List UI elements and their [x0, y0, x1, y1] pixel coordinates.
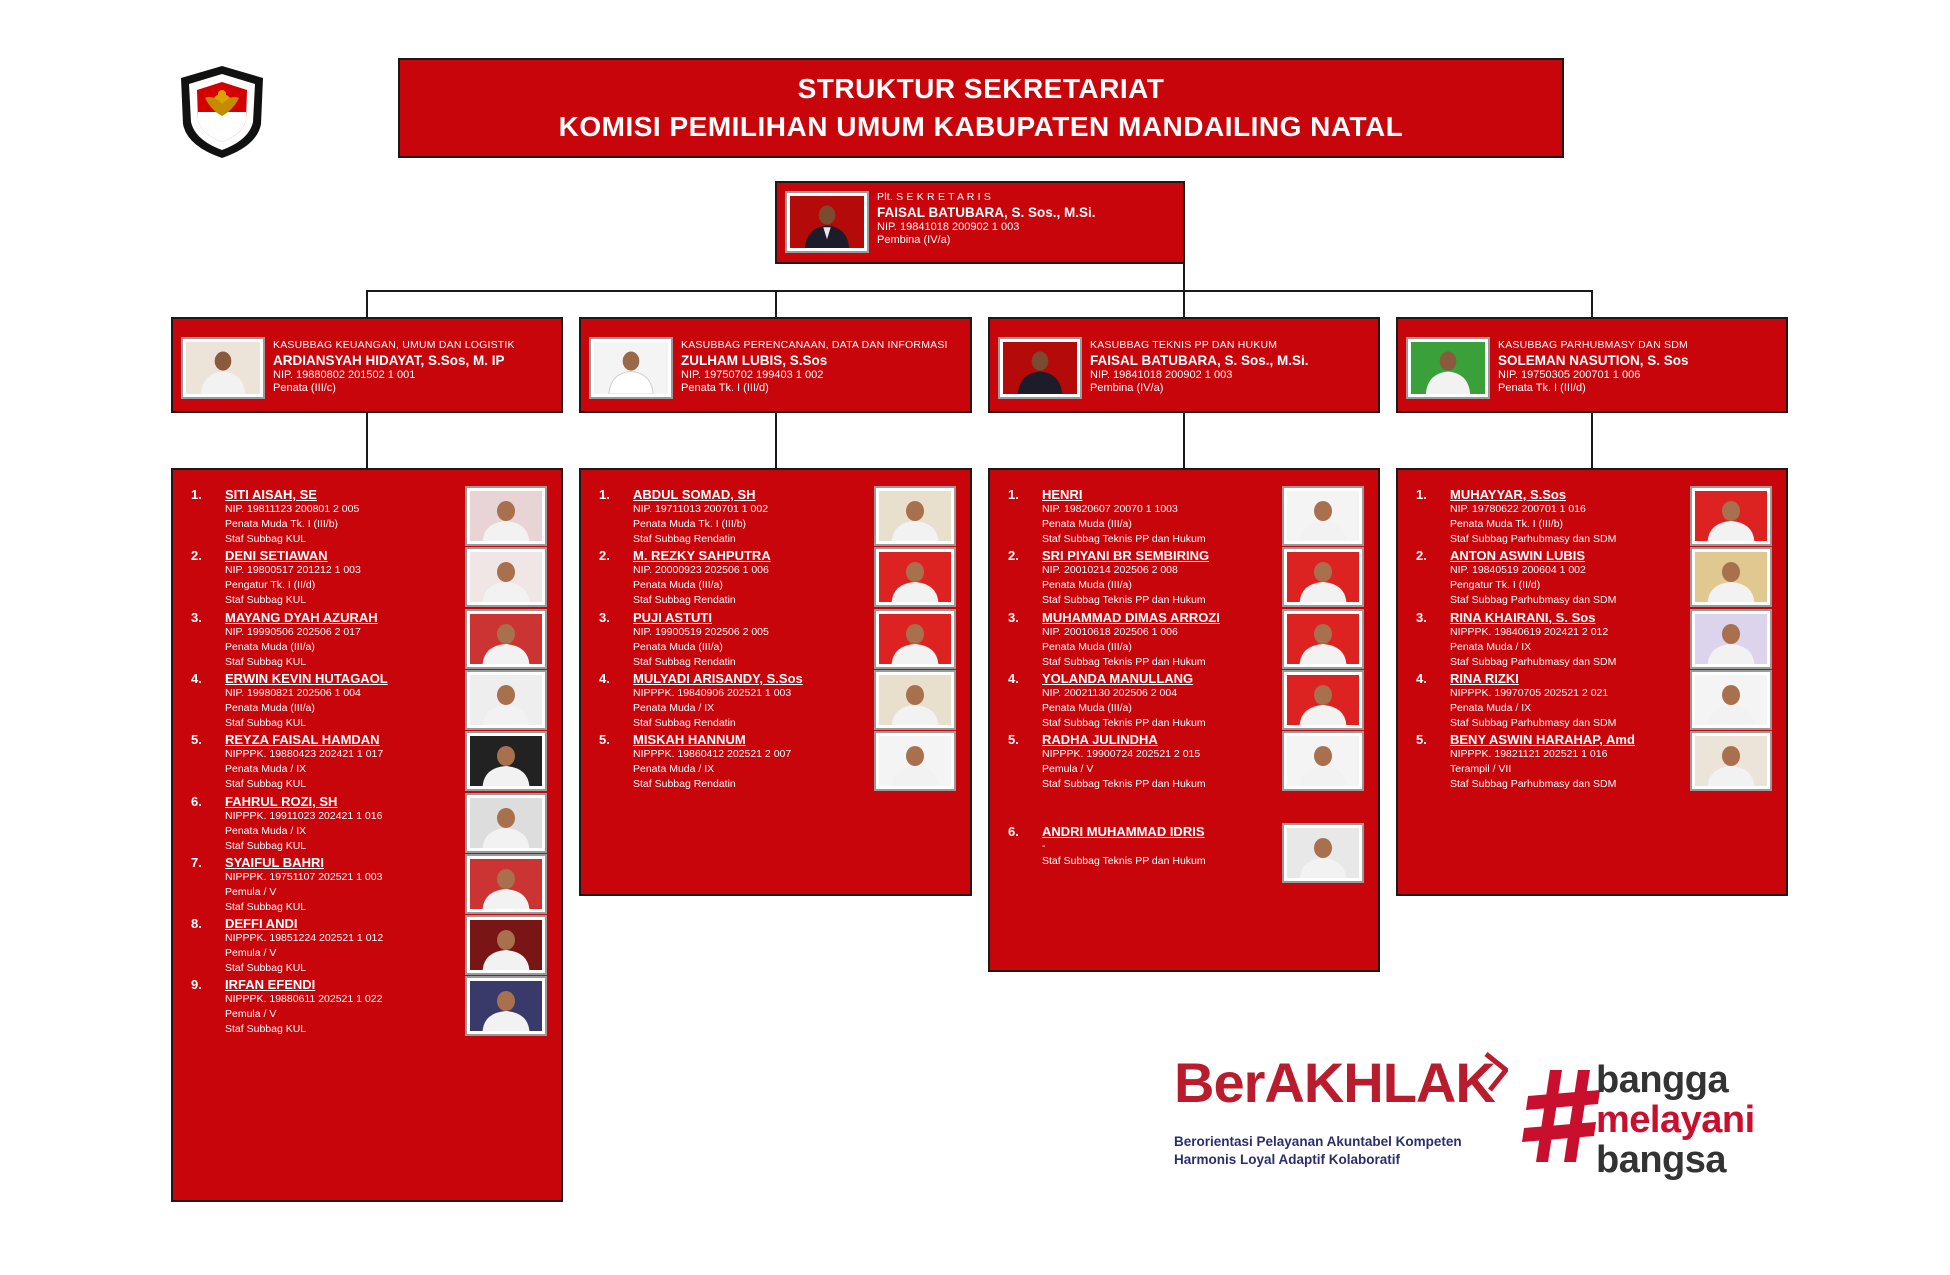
staff-row	[173, 721, 561, 791]
secretary-role: Plt. S E K R E T A R I S	[877, 191, 992, 203]
staff-row	[173, 599, 561, 669]
head-rank: Penata (III/c)	[273, 382, 336, 394]
head-box-perencanaan	[579, 317, 972, 413]
staff-unit: Staf Subbag KUL	[225, 839, 307, 852]
staff-name: DENI SETIAWAN	[225, 548, 328, 564]
staff-number: 9.	[191, 977, 202, 993]
staff-number: 3.	[191, 609, 202, 625]
person-photo-icon	[1287, 614, 1359, 664]
staff-unit: Staf Subbag KUL	[225, 962, 307, 975]
staff-row	[173, 905, 561, 975]
staff-nip: NIPPPK. 19821121 202521 1 016	[1450, 748, 1608, 761]
staff-row	[581, 537, 970, 607]
staff-nip: NIP. 20000923 202506 1 006	[633, 564, 769, 577]
head-photo	[1406, 337, 1490, 399]
staff-name: MISKAH HANNUM	[633, 732, 746, 748]
staff-name: SYAIFUL BAHRI	[225, 854, 324, 870]
staff-rank: Penata Muda / IX	[633, 763, 715, 776]
staff-rank: Penata Muda Tk. I (III/b)	[225, 518, 339, 530]
staff-unit: Staf Subbag Teknis PP dan Hukum	[1042, 655, 1206, 668]
staff-name: YOLANDA MANULLANG	[1042, 670, 1194, 686]
head-nip: NIP. 19841018 200902 1 003	[1090, 368, 1233, 381]
person-photo-icon	[879, 491, 951, 541]
staff-name: ANTON ASWIN LUBIS	[1450, 548, 1586, 564]
staff-nip: NIPPPK. 19880423 202421 1 017	[225, 748, 384, 761]
staff-photo	[874, 731, 956, 791]
staff-row	[581, 660, 970, 730]
berakhlak-tagline-1: Berorientasi Pelayanan Akuntabel Kompeten	[1174, 1134, 1462, 1149]
staff-row	[990, 476, 1378, 546]
connector-line	[366, 290, 368, 318]
staff-number: 5.	[1008, 732, 1019, 748]
head-nip: NIP. 19750702 199403 1 002	[681, 368, 824, 381]
staff-row	[173, 537, 561, 607]
staff-nip: NIP. 20010214 202506 2 008	[1042, 564, 1178, 577]
staff-rank: Penata Muda (III/a)	[1042, 640, 1132, 653]
connector-line	[775, 413, 777, 469]
head-box-parhubmasy	[1396, 317, 1788, 413]
staff-nip: NIP. 19900519 202506 2 005	[633, 625, 769, 638]
person-photo-icon	[1287, 736, 1359, 786]
staff-row	[173, 660, 561, 730]
head-name: ARDIANSYAH HIDAYAT, S.Sos, M. IP	[273, 352, 505, 368]
person-photo-icon	[1003, 342, 1077, 394]
staff-photo	[1690, 731, 1772, 791]
person-photo-icon	[879, 675, 951, 725]
person-photo-icon	[594, 342, 668, 394]
staff-photo	[465, 976, 547, 1036]
staff-unit: Staf Subbag Rendatin	[633, 716, 736, 729]
staff-rank: Penata Muda / IX	[225, 824, 307, 837]
head-name: ZULHAM LUBIS, S.Sos	[681, 352, 828, 368]
person-photo-icon	[879, 614, 951, 664]
staff-number: 3.	[1416, 609, 1427, 625]
staff-row	[581, 599, 970, 669]
person-photo-icon	[1411, 342, 1485, 394]
staff-unit: Staf Subbag Rendatin	[633, 778, 736, 791]
staff-unit: Staf Subbag KUL	[225, 533, 307, 545]
staff-row	[1398, 476, 1786, 546]
chevron-right-icon	[1484, 1052, 1508, 1092]
person-photo-icon	[470, 798, 542, 848]
staff-rank: Penata Muda (III/a)	[225, 701, 315, 714]
head-name: FAISAL BATUBARA, S. Sos., M.Si.	[1090, 352, 1309, 368]
staff-unit: Staf Subbag KUL	[225, 1023, 307, 1036]
secretary-photo	[785, 191, 869, 253]
bangga-line-2: melayani	[1596, 1099, 1755, 1141]
staff-panel-parhubmasy	[1396, 468, 1788, 896]
staff-row	[990, 813, 1378, 883]
staff-name: SRI PIYANI BR SEMBIRING	[1042, 548, 1210, 564]
staff-number: 3.	[599, 609, 610, 625]
staff-row	[1398, 660, 1786, 730]
person-photo-icon	[1695, 736, 1767, 786]
staff-photo	[1282, 731, 1364, 791]
staff-photo	[1282, 823, 1364, 883]
staff-name: REYZA FAISAL HAMDAN	[225, 732, 380, 748]
staff-number: 4.	[1008, 670, 1019, 686]
person-photo-icon	[470, 981, 542, 1031]
connector-line	[1591, 413, 1593, 469]
staff-name: ABDUL SOMAD, SH	[633, 487, 756, 502]
staff-row	[990, 721, 1378, 791]
person-photo-icon	[1287, 828, 1359, 878]
staff-nip: NIPPPK. 19851224 202521 1 012	[225, 932, 384, 945]
head-box-teknis	[988, 317, 1380, 413]
staff-unit: Staf Subbag Parhubmasy dan SDM	[1450, 533, 1617, 545]
staff-number: 5.	[191, 732, 202, 748]
head-role: KASUBBAG TEKNIS PP DAN HUKUM	[1090, 339, 1278, 351]
staff-nip: -	[1042, 839, 1046, 852]
secretary-box	[775, 181, 1185, 264]
chart-title-banner	[398, 58, 1564, 158]
person-photo-icon	[470, 675, 542, 725]
staff-nip: NIPPPK. 19900724 202521 2 015	[1042, 748, 1201, 761]
staff-rank: Penata Muda (III/a)	[633, 640, 723, 653]
staff-nip: NIPPPK. 19751107 202521 1 003	[225, 870, 383, 883]
person-photo-icon	[470, 552, 542, 602]
staff-row	[1398, 599, 1786, 669]
person-photo-icon	[790, 196, 864, 248]
staff-name: IRFAN EFENDI	[225, 977, 316, 993]
staff-rank: Pemula / V	[225, 885, 277, 898]
staff-number: 7.	[191, 854, 202, 870]
secretary-nip: NIP. 19841018 200902 1 003	[877, 220, 1020, 233]
staff-number: 2.	[599, 548, 610, 564]
head-photo	[589, 337, 673, 399]
connector-line	[1591, 290, 1593, 318]
staff-name: HENRI	[1042, 487, 1083, 502]
staff-unit: Staf Subbag Parhubmasy dan SDM	[1450, 594, 1617, 607]
staff-name: RINA RIZKI	[1450, 670, 1519, 686]
person-photo-icon	[879, 552, 951, 602]
staff-rank: Penata Muda (III/a)	[225, 640, 315, 653]
person-photo-icon	[470, 920, 542, 970]
staff-panel-rendatin	[579, 468, 972, 896]
staff-name: MUHAMMAD DIMAS ARROZI	[1042, 609, 1220, 625]
staff-rank: Pengatur Tk. I (II/d)	[225, 579, 316, 592]
staff-row	[173, 844, 561, 914]
staff-rank: Penata Muda Tk. I (III/b)	[633, 518, 747, 530]
staff-unit: Staf Subbag KUL	[225, 716, 307, 729]
staff-unit: Staf Subbag Rendatin	[633, 533, 736, 545]
staff-unit: Staf Subbag KUL	[225, 900, 307, 913]
staff-number: 1.	[1416, 487, 1427, 502]
person-photo-icon	[1695, 552, 1767, 602]
staff-number: 2.	[1416, 548, 1427, 564]
staff-nip: NIP. 20010618 202506 1 006	[1042, 625, 1178, 638]
secretary-name: FAISAL BATUBARA, S. Sos., M.Si.	[877, 204, 1096, 220]
head-role: KASUBBAG PARHUBMASY DAN SDM	[1498, 339, 1688, 351]
person-photo-icon	[470, 859, 542, 909]
kpu-logo	[177, 64, 267, 160]
title-line-1: STRUKTUR SEKRETARIAT	[797, 73, 1165, 104]
staff-unit: Staf Subbag Teknis PP dan Hukum	[1042, 778, 1206, 791]
person-photo-icon	[186, 342, 260, 394]
staff-unit: Staf Subbag Teknis PP dan Hukum	[1042, 533, 1206, 545]
staff-row	[990, 660, 1378, 730]
staff-rank: Penata Muda / IX	[1450, 701, 1532, 714]
person-photo-icon	[470, 614, 542, 664]
staff-unit: Staf Subbag Teknis PP dan Hukum	[1042, 854, 1206, 867]
staff-number: 4.	[599, 670, 610, 686]
staff-row	[581, 721, 970, 791]
staff-rank: Pemula / V	[225, 947, 277, 960]
staff-rank: Pemula / V	[225, 1008, 277, 1021]
person-photo-icon	[470, 736, 542, 786]
staff-rank: Pemula / V	[1042, 763, 1094, 776]
staff-nip: NIP. 19820607 20070 1 1003	[1042, 503, 1178, 515]
staff-nip: NIPPPK. 19880611 202521 1 022	[225, 993, 383, 1006]
staff-number: 2.	[191, 548, 202, 564]
staff-name: MULYADI ARISANDY, S.Sos	[633, 670, 803, 686]
berakhlak-logo	[1174, 1048, 1504, 1178]
staff-number: 1.	[191, 487, 202, 502]
person-photo-icon	[470, 491, 542, 541]
staff-rank: Pengatur Tk. I (II/d)	[1450, 579, 1541, 592]
staff-name: MAYANG DYAH AZURAH	[225, 609, 378, 625]
staff-unit: Staf Subbag Rendatin	[633, 655, 736, 668]
staff-rank: Penata Muda (III/a)	[1042, 701, 1132, 714]
staff-number: 6.	[191, 793, 202, 809]
staff-number: 3.	[1008, 609, 1019, 625]
head-role: KASUBBAG PERENCANAAN, DATA DAN INFORMASI	[681, 339, 948, 351]
staff-name: BENY ASWIN HARAHAP, Amd	[1450, 732, 1635, 748]
person-photo-icon	[1287, 491, 1359, 541]
staff-unit: Staf Subbag KUL	[225, 594, 307, 607]
staff-unit: Staf Subbag Parhubmasy dan SDM	[1450, 778, 1617, 791]
staff-row	[990, 599, 1378, 669]
staff-row	[1398, 537, 1786, 607]
connector-line	[775, 290, 777, 318]
staff-row	[173, 966, 561, 1036]
staff-number: 2.	[1008, 548, 1019, 564]
staff-nip: NIP. 19840519 200604 1 002	[1450, 564, 1586, 577]
staff-row	[1398, 721, 1786, 791]
person-photo-icon	[1695, 675, 1767, 725]
connector-line	[366, 290, 1592, 292]
staff-row	[173, 476, 561, 546]
staff-rank: Penata Muda Tk. I (III/b)	[1450, 518, 1564, 530]
staff-unit: Staf Subbag Parhubmasy dan SDM	[1450, 716, 1617, 729]
head-name: SOLEMAN NASUTION, S. Sos	[1498, 352, 1689, 368]
staff-number: 4.	[191, 670, 202, 686]
staff-nip: NIPPPK. 19840619 202421 2 012	[1450, 625, 1609, 638]
hashtag-icon	[1522, 1066, 1602, 1166]
head-photo	[181, 337, 265, 399]
staff-rank: Penata Muda (III/a)	[1042, 518, 1132, 530]
staff-name: ERWIN KEVIN HUTAGAOL	[225, 670, 388, 686]
staff-name: M. REZKY SAHPUTRA	[633, 548, 771, 564]
staff-name: RINA KHAIRANI, S. Sos	[1450, 609, 1596, 625]
person-photo-icon	[879, 736, 951, 786]
head-rank: Penata Tk. I (III/d)	[1498, 382, 1586, 394]
berakhlak-tagline-2: Harmonis Loyal Adaptif Kolaboratif	[1174, 1152, 1401, 1167]
staff-row	[173, 783, 561, 853]
person-photo-icon	[1695, 614, 1767, 664]
staff-name: PUJI ASTUTI	[633, 609, 712, 625]
head-rank: Penata Tk. I (III/d)	[681, 382, 769, 394]
staff-number: 1.	[1008, 487, 1019, 502]
staff-unit: Staf Subbag Teknis PP dan Hukum	[1042, 594, 1206, 607]
staff-panel-teknis	[988, 468, 1380, 972]
head-rank: Pembina (IV/a)	[1090, 382, 1164, 394]
staff-nip: NIP. 20021130 202506 2 004	[1042, 686, 1178, 699]
person-photo-icon	[1287, 675, 1359, 725]
staff-number: 1.	[599, 487, 610, 502]
connector-line	[1183, 290, 1185, 318]
staff-nip: NIP. 19800517 201212 1 003	[225, 564, 361, 577]
staff-rank: Penata Muda / IX	[633, 701, 715, 714]
staff-number: 5.	[1416, 732, 1427, 748]
head-role: KASUBBAG KEUANGAN, UMUM DAN LOGISTIK	[273, 339, 515, 351]
staff-nip: NIP. 19711013 200701 1 002	[633, 503, 769, 515]
connector-line	[1183, 413, 1185, 469]
staff-unit: Staf Subbag KUL	[225, 778, 307, 791]
staff-nip: NIP. 19811123 200801 2 005	[225, 503, 360, 515]
staff-number: 8.	[191, 916, 202, 932]
bangga-line-3: bangsa	[1596, 1139, 1727, 1181]
staff-unit: Staf Subbag Teknis PP dan Hukum	[1042, 716, 1206, 729]
staff-number: 5.	[599, 732, 610, 748]
staff-name: ANDRI MUHAMMAD IDRIS	[1042, 823, 1205, 839]
staff-rank: Penata Muda / IX	[1450, 640, 1532, 653]
connector-line	[366, 413, 368, 469]
bangga-melayani-logo	[1522, 1060, 1782, 1190]
staff-nip: NIPPPK. 19860412 202521 2 007	[633, 748, 792, 761]
staff-nip: NIP. 19780622 200701 1 016	[1450, 503, 1586, 515]
berakhlak-word: BerAKHLAK	[1174, 1051, 1495, 1114]
staff-nip: NIPPPK. 19970705 202521 2 021	[1450, 686, 1609, 699]
staff-name: FAHRUL ROZI, SH	[225, 793, 338, 809]
staff-nip: NIPPPK. 19911023 202421 1 016	[225, 809, 383, 822]
staff-unit: Staf Subbag KUL	[225, 655, 307, 668]
staff-nip: NIP. 19980821 202506 1 004	[225, 686, 361, 699]
staff-unit: Staf Subbag Parhubmasy dan SDM	[1450, 655, 1617, 668]
staff-nip: NIPPPK. 19840906 202521 1 003	[633, 686, 792, 699]
staff-rank: Penata Muda (III/a)	[1042, 579, 1132, 592]
staff-rank: Penata Muda (III/a)	[633, 579, 723, 592]
bangga-line-1: bangga	[1596, 1059, 1729, 1101]
person-photo-icon	[1287, 552, 1359, 602]
person-photo-icon	[1695, 491, 1767, 541]
staff-rank: Penata Muda / IX	[225, 763, 307, 776]
head-nip: NIP. 19880802 201502 1 001	[273, 368, 416, 381]
head-box-keuangan	[171, 317, 563, 413]
staff-row	[990, 537, 1378, 607]
title-line-2: KOMISI PEMILIHAN UMUM KABUPATEN MANDAILING NATAL	[558, 111, 1404, 142]
staff-name: DEFFI ANDI	[225, 916, 298, 932]
staff-number: 4.	[1416, 670, 1427, 686]
connector-line	[1183, 262, 1185, 292]
secretary-rank: Pembina (IV/a)	[877, 234, 951, 246]
staff-unit: Staf Subbag Rendatin	[633, 594, 736, 607]
head-photo	[998, 337, 1082, 399]
bangga-text	[1596, 1060, 1755, 1180]
staff-name: RADHA JULINDHA	[1042, 732, 1158, 748]
staff-rank: Terampil / VII	[1450, 763, 1512, 776]
staff-nip: NIP. 19990506 202506 2 017	[225, 625, 361, 638]
head-nip: NIP. 19750305 200701 1 006	[1498, 368, 1641, 381]
staff-name: SITI AISAH, SE	[225, 487, 317, 502]
garuda-emblem-icon	[177, 64, 267, 160]
staff-number: 6.	[1008, 823, 1019, 839]
staff-name: MUHAYYAR, S.Sos	[1450, 487, 1567, 502]
staff-row	[581, 476, 970, 546]
staff-panel-kul	[171, 468, 563, 1202]
